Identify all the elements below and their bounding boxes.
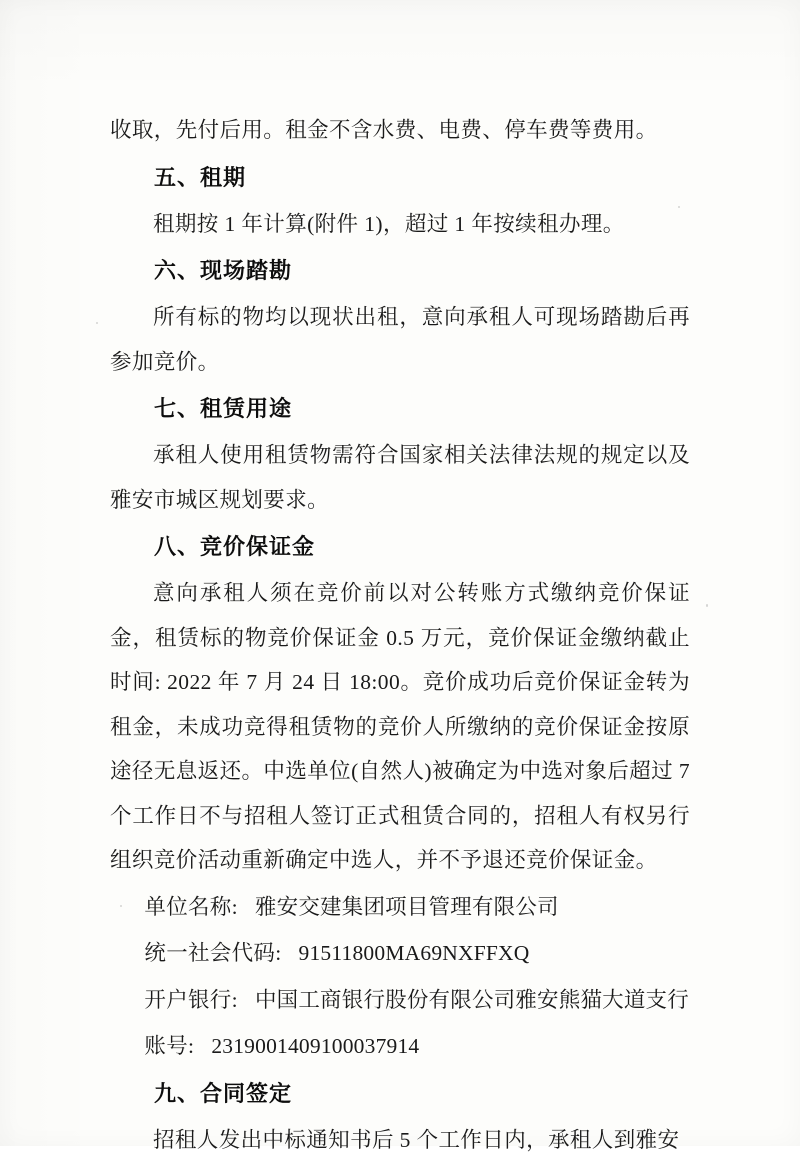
- field-company-name-label: 单位名称:: [144, 895, 237, 919]
- section-heading-7: 七、租赁用途: [110, 386, 690, 431]
- scan-speck: [706, 604, 708, 607]
- scan-speck: [96, 322, 98, 324]
- section-6-paragraph-1: 所有标的物均以现状出租，意向承租人可现场踏勘后再参加竞价。: [110, 295, 690, 384]
- section-5-paragraph-1: 租期按 1 年计算(附件 1)，超过 1 年按续租办理。: [110, 202, 690, 247]
- section-8-paragraph-1: 意向承租人须在竞价前以对公转账方式缴纳竞价保证金，租赁标的物竞价保证金 0.5 万元，竞价保证金缴纳截止时间: 2022 年 7 月 24 日 18:00。竞价成功后竞价保证金转为租金，未成功竞得租赁物的竞价人所缴纳的竞价保证金按原途径无息返还。中选单位(自然人)被确定为中选对象后超过 7 个工作日不与招租人签订正式租赁合同的，招租人有权另行组织竞价活动重新确定中选人，并不予退还竞价保证金。: [110, 571, 690, 883]
- field-social-credit-code: [110, 931, 690, 976]
- section-heading-8: 八、竞价保证金: [110, 524, 690, 569]
- field-bank-name-label: 开户银行:: [144, 988, 237, 1012]
- field-account-number-label: 账号:: [144, 1034, 194, 1058]
- section-7-paragraph-1: 承租人使用租赁物需符合国家相关法律法规的规定以及雅安市城区规划要求。: [110, 433, 690, 522]
- continuation-paragraph: 收取，先付后用。租金不含水费、电费、停车费等费用。: [110, 108, 690, 153]
- field-social-credit-code-label: 统一社会代码:: [144, 941, 281, 965]
- section-heading-6: 六、现场踏勘: [110, 248, 690, 293]
- field-bank-name: [110, 978, 690, 1023]
- field-company-name-value: 雅安交建集团项目管理有限公司: [255, 895, 559, 919]
- field-bank-name-value: 中国工商银行股份有限公司雅安熊猫大道支行: [255, 988, 689, 1012]
- section-heading-5: 五、租期: [110, 155, 690, 200]
- field-social-credit-code-value: 91511800MA69NXFFXQ: [299, 941, 530, 965]
- field-account-number: [110, 1024, 690, 1069]
- field-account-number-value: 2319001409100037914: [211, 1034, 419, 1058]
- section-heading-9: 九、合同签定: [110, 1071, 690, 1116]
- document-body: [110, 108, 690, 1162]
- section-9-paragraph-1: 招租人发出中标通知书后 5 个工作日内，承租人到雅安: [110, 1118, 690, 1162]
- field-company-name: [110, 885, 690, 930]
